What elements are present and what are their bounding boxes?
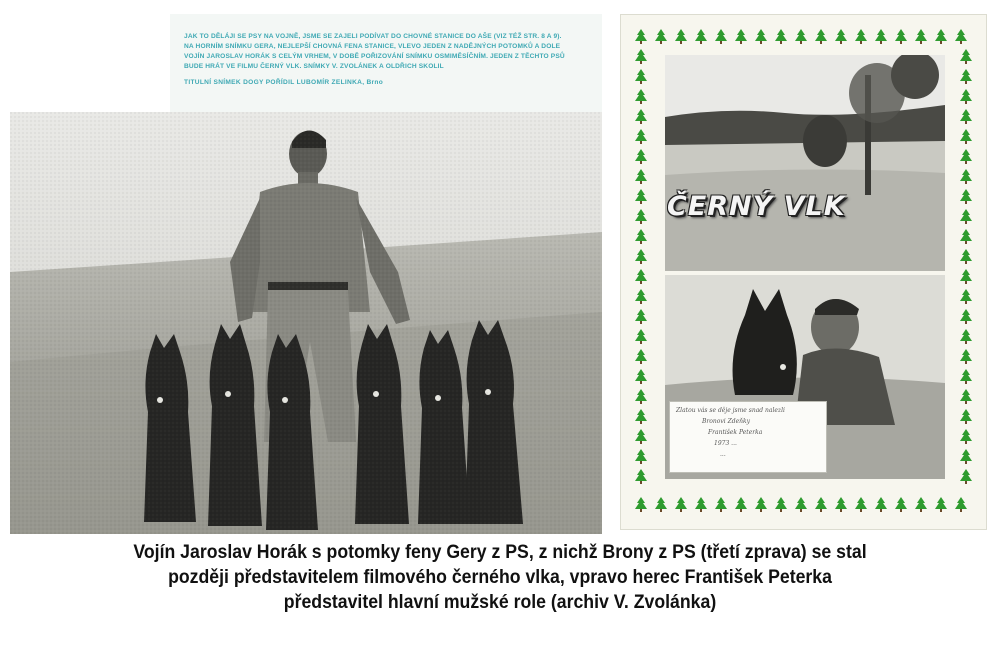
fir-tree-icon [960, 329, 972, 344]
fir-tree-icon [635, 169, 647, 184]
autograph-line: Zlatou vás se děje jsme snad nalezli [676, 407, 785, 414]
autograph-line: ... [720, 451, 726, 458]
fir-tree-icon [835, 497, 847, 512]
fir-tree-icon [635, 69, 647, 84]
fir-tree-icon [960, 469, 972, 484]
fir-tree-icon [955, 497, 967, 512]
fir-tree-icon [635, 129, 647, 144]
fir-tree-icon [960, 89, 972, 104]
fir-tree-icon [695, 29, 707, 44]
autograph-line: 1973 ... [714, 440, 737, 447]
fir-tree-icon [960, 169, 972, 184]
clipping-article-text: JAK TO DĚLÁJI SE PSY NA VOJNĚ, JSME SE ZAJELI PODÍVAT DO CHOVNÉ STANICE DO AŠE (VIZ TÉŽ STR. 8 A 9). NA HORNÍM SNÍMKU GERA, NEJLEPŠÍ CHOVNÁ FENA STANICE, VLEVO JEDEN Z NADĚJNÝCH POTOMKŮ A DOLE VOJÍN JAROSLAV HORÁK S CELÝM VRHEM, V DOBĚ POŘIZOVÁNÍ SNÍMKU OSMIMĚSÍČNÍM. JEDEN Z TĚCHTO PSŮ BUDE HRÁT VE FILMU ČERNÝ VLK. SNÍMKY V. ZVOLÁNEK A OLDŘICH SKOLIL [184, 33, 565, 70]
fir-tree-icon [960, 109, 972, 124]
fir-tree-icon [635, 229, 647, 244]
fir-tree-icon [875, 29, 887, 44]
fir-tree-icon [960, 449, 972, 464]
fir-tree-icon [635, 469, 647, 484]
fir-tree-icon [935, 29, 947, 44]
fir-tree-icon [775, 497, 787, 512]
fir-tree-icon [635, 389, 647, 404]
fir-tree-icon [635, 289, 647, 304]
fir-tree-icon [635, 329, 647, 344]
fir-tree-icon [960, 309, 972, 324]
fir-tree-icon [655, 497, 667, 512]
fir-tree-icon [960, 49, 972, 64]
fir-tree-icon [960, 129, 972, 144]
autograph-line: Bronovi Zdeňky [702, 418, 751, 425]
landscape-photo [665, 55, 945, 271]
fir-tree-icon [675, 497, 687, 512]
clipping-photo-credit: TITULNÍ SNÍMEK DOGY POŘÍDIL LUBOMÍR ZELINKA, Brno [184, 79, 384, 86]
fir-tree-icon [635, 89, 647, 104]
fir-tree-icon [635, 449, 647, 464]
caption-line-2: později představitelem filmového černého vlka, vpravo herec František Peterka [168, 567, 832, 588]
fir-tree-icon [855, 29, 867, 44]
fir-tree-icon [960, 209, 972, 224]
fir-tree-icon [775, 29, 787, 44]
fir-tree-icon [635, 209, 647, 224]
fir-tree-icon [935, 497, 947, 512]
fir-tree-icon [895, 497, 907, 512]
fir-tree-icon [655, 29, 667, 44]
fir-tree-icon [955, 29, 967, 44]
fir-tree-icon [635, 149, 647, 164]
clipping-text-block [170, 14, 602, 116]
autograph-line: František Peterka [708, 429, 763, 436]
soldier-with-dogs-photo [10, 112, 602, 534]
fir-tree-icon [960, 189, 972, 204]
fir-tree-icon [960, 149, 972, 164]
fir-tree-icon [715, 29, 727, 44]
fir-tree-icon [960, 369, 972, 384]
fir-tree-icon [815, 497, 827, 512]
fir-tree-icon [735, 29, 747, 44]
fir-tree-icon [855, 497, 867, 512]
fir-tree-icon [755, 29, 767, 44]
fir-tree-icon [815, 29, 827, 44]
film-book-page [620, 14, 987, 530]
fir-tree-icon [960, 389, 972, 404]
fir-tree-icon [960, 229, 972, 244]
caption-line-3: představitel hlavní mužské role (archiv V. Zvolánka) [283, 592, 717, 613]
fir-tree-icon [695, 497, 707, 512]
fir-tree-icon [915, 497, 927, 512]
autograph-card [669, 401, 827, 473]
fir-tree-icon [635, 409, 647, 424]
fir-tree-icon [755, 497, 767, 512]
fir-tree-icon [635, 369, 647, 384]
fir-tree-icon [795, 29, 807, 44]
fir-tree-icon [635, 189, 647, 204]
film-title: ČERNÝ VLK [667, 191, 846, 222]
fir-tree-icon [960, 429, 972, 444]
fir-tree-icon [895, 29, 907, 44]
fir-tree-icon [915, 29, 927, 44]
fir-tree-icon [635, 49, 647, 64]
fir-tree-icon [795, 497, 807, 512]
fir-tree-icon [635, 429, 647, 444]
fir-tree-icon [960, 289, 972, 304]
fir-tree-icon [835, 29, 847, 44]
fir-tree-icon [960, 249, 972, 264]
fir-tree-icon [635, 29, 647, 44]
fir-tree-icon [635, 249, 647, 264]
fir-tree-icon [960, 409, 972, 424]
fir-tree-icon [875, 497, 887, 512]
fir-tree-icon [715, 497, 727, 512]
fir-tree-icon [635, 349, 647, 364]
fir-tree-icon [635, 109, 647, 124]
fir-tree-icon [960, 69, 972, 84]
fir-tree-icon [635, 309, 647, 324]
actor-with-dog-photo [665, 275, 945, 479]
fir-tree-icon [960, 269, 972, 284]
fir-tree-icon [735, 497, 747, 512]
fir-tree-icon [635, 269, 647, 284]
photo-caption [35, 540, 965, 615]
caption-line-1: Vojín Jaroslav Horák s potomky feny Gery z PS, z nichž Brony z PS (třetí zprava) se stal [133, 542, 867, 563]
newspaper-clipping [10, 14, 602, 534]
fir-tree-icon [960, 349, 972, 364]
fir-tree-icon [635, 497, 647, 512]
fir-tree-icon [675, 29, 687, 44]
